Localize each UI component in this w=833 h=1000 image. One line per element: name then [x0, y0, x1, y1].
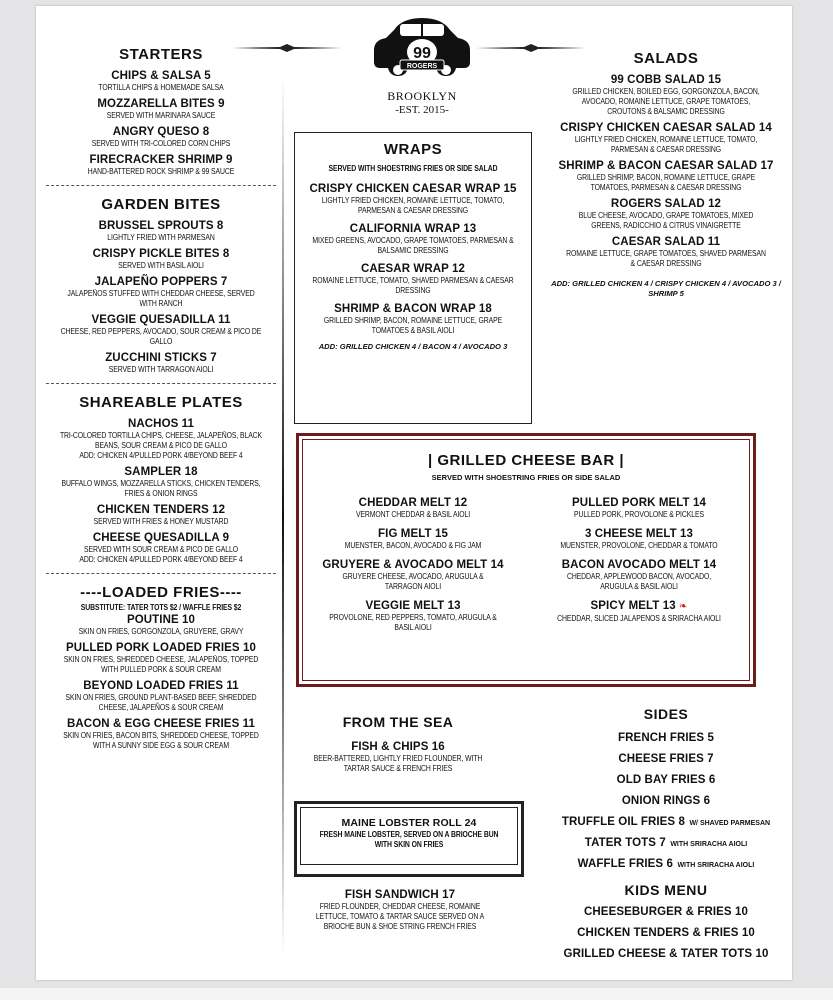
loaded-substitute: SUBSTITUTE: TATER TOTS $2 / WAFFLE FRIES $2 [80, 603, 242, 612]
menu-item: BACON AVOCADO MELT 14 CHEDDAR, APPLEWOOD BACON, AVOCADO, ARUGULA & BASIL AIOLI [561, 559, 717, 591]
loaded-title: ----LOADED FRIES---- [80, 584, 242, 601]
menu-item: ANGRY QUESO 8 SERVED WITH TRI-COLORED CORN CHIPS [91, 126, 231, 148]
loaded-list [46, 613, 276, 751]
fish-sandwich [290, 888, 510, 938]
wraps-sub: SERVED WITH SHOESTRING FRIES OR SIDE SALAD [328, 164, 498, 173]
menu-item: CHEESE QUESADILLA 9 SERVED WITH SOUR CREAM & PICO DE GALLO ADD: CHICKEN 4/PULLED PORK 4/BEYOND BEEF 4 [79, 532, 243, 564]
menu-item: CAESAR WRAP 12 ROMAINE LETTUCE, TOMATO, SHAVED PARMESAN & CAESAR DRESSING [312, 263, 514, 295]
menu-item: JALAPEÑO POPPERS 7 JALAPEÑOS STUFFED WITH CHEDDAR CHEESE, SERVED WITH RANCH [67, 276, 255, 308]
menu-item: ZUCCHINI STICKS 7 SERVED WITH TARRAGON AIOLI [105, 352, 217, 374]
menu-item: NACHOS 11 TRI-COLORED TORTILLA CHIPS, CHEESE, JALAPEÑOS, BLACK BEANS, SOUR CREAM & PICO DE GALLO ADD: CHICKEN 4/PULLED PORK 4/BEYOND BEEF 4 [59, 418, 263, 460]
grilled-sub: SERVED WITH SHOESTRING FRIES OR SIDE SALAD [431, 473, 621, 482]
divider [46, 185, 276, 186]
kids-item: CHEESEBURGER & FRIES 10 [584, 906, 748, 918]
divider [46, 383, 276, 384]
grilled-left-list [313, 496, 513, 640]
divider [46, 573, 276, 574]
side-item: FRENCH FRIES 5 [618, 732, 714, 744]
menu-item: CHICKEN TENDERS 12 SERVED WITH FRIES & HONEY MUSTARD [93, 504, 229, 526]
side-item: TRUFFLE OIL FRIES 8 W/ SHAVED PARMESAN [561, 816, 771, 828]
grilled-title: | GRILLED CHEESE BAR | [427, 452, 625, 469]
logo-est: -EST. 2015- [395, 104, 449, 116]
lobster-box [294, 801, 524, 877]
side-item: OLD BAY FRIES 6 [616, 774, 716, 786]
garden-title: GARDEN BITES [101, 196, 221, 213]
garden-list [46, 219, 276, 375]
menu-item: CRISPY CHICKEN CAESAR WRAP 15 LIGHTLY FRIED CHICKEN, ROMAINE LETTUCE, TOMATO, PARMESAN & CAESAR DRESSING [309, 183, 517, 215]
from-the-sea [298, 714, 498, 780]
menu-item: BEYOND LOADED FRIES 11 SKIN ON FRIES, GROUND PLANT-BASED BEEF, SHREDDED CHEESE, JALAPEÑOS & SOUR CREAM [65, 680, 257, 712]
grilled-right-list [539, 496, 739, 631]
sides-column [551, 706, 781, 965]
side-item: TATER TOTS 7 WITH SRIRACHA AIOLI [584, 837, 748, 849]
wraps-addon: ADD: GRILLED CHICKEN 4 / BACON 4 / AVOCADO 3 [318, 342, 508, 351]
starters-title: STARTERS [119, 46, 203, 63]
menu-item: SHRIMP & BACON CAESAR SALAD 17 GRILLED SHRIMP, BACON, ROMAINE LETTUCE, GRAPE TOMATOES, PARMESAN & CAESAR DRESSING [558, 160, 774, 192]
menu-item: FISH & CHIPS 16 BEER-BATTERED, LIGHTLY FRIED FLOUNDER, WITH TARTAR SAUCE & FRENCH FRIES [313, 741, 483, 773]
logo-city: BROOKLYN [387, 89, 457, 103]
side-item: ONION RINGS 6 [621, 795, 711, 807]
menu-item: ROGERS SALAD 12 BLUE CHEESE, AVOCADO, GRAPE TOMATOES, MIXED GREENS, RADICCHIO & CITRUS VINAIGRETTE [578, 198, 754, 230]
logo-number: 99 [413, 45, 431, 62]
restaurant-logo [366, 16, 478, 132]
menu-item: FIG MELT 15 MUENSTER, BACON, AVOCADO & FIG JAM [344, 528, 482, 550]
menu-item: CHEDDAR MELT 12 VERMONT CHEDDAR & BASIL AIOLI [355, 497, 471, 519]
shareable-title: SHAREABLE PLATES [79, 394, 243, 411]
menu-item: CHIPS & SALSA 5 TORTILLA CHIPS & HOMEMADE SALSA [98, 70, 224, 92]
menu-sheet [36, 6, 792, 980]
menu-item: FISH SANDWICH 17 FRIED FLOUNDER, CHEDDAR CHEESE, ROMAINE LETTUCE, TOMATO & TARTAR SAUCE SERVED ON A BRIOCHE BUN & SHOE STRING FRENCH FRIES [315, 889, 485, 931]
page-bottom-edge [0, 988, 833, 1000]
left-column [46, 46, 276, 755]
kids-item: CHICKEN TENDERS & FRIES 10 [577, 927, 755, 939]
car-logo-icon [372, 16, 472, 82]
menu-item: 3 CHEESE MELT 13 MUENSTER, PROVOLONE, CHEDDAR & TOMATO [560, 528, 718, 550]
column-divider [282, 76, 284, 956]
menu-item: PULLED PORK LOADED FRIES 10 SKIN ON FRIES, SHREDDED CHEESE, JALAPEÑOS, TOPPED WITH PULLED PORK & SOUR CREAM [63, 642, 259, 674]
salads-title: SALADS [633, 50, 699, 67]
salads-addon: ADD: GRILLED CHICKEN 4 / CRISPY CHICKEN 4 / AVOCADO 3 / SHRIMP 5 [551, 279, 781, 298]
menu-item: SPICY MELT 13 ❧ CHEDDAR, SLICED JALAPENOS & SRIRACHA AIOLI [557, 600, 721, 623]
kids-item: GRILLED CHEESE & TATER TOTS 10 [563, 948, 769, 960]
menu-item: PULLED PORK MELT 14 PULLED PORK, PROVOLONE & PICKLES [572, 497, 706, 519]
menu-item: MAINE LOBSTER ROLL 24 FRESH MAINE LOBSTER, SERVED ON A BRIOCHE BUN WITH SKIN ON FRIES [319, 817, 499, 849]
wraps-title: WRAPS [383, 141, 443, 158]
shareable-list [46, 417, 276, 565]
menu-item: CAESAR SALAD 11 ROMAINE LETTUCE, GRAPE TOMATOES, SHAVED PARMESAN & CAESAR DRESSING [566, 236, 766, 268]
side-item: CHEESE FRIES 7 [618, 753, 714, 765]
menu-item: BACON & EGG CHEESE FRIES 11 SKIN ON FRIES, BACON BITS, SHREDDED CHEESE, TOPPED WITH A SUNNY SIDE EGG & SOUR CREAM [63, 718, 259, 750]
logo-name: ROGERS [406, 63, 438, 70]
starters-list [46, 69, 276, 177]
kids-title: KIDS MENU [624, 882, 708, 898]
menu-item: CRISPY CHICKEN CAESAR SALAD 14 LIGHTLY FRIED CHICKEN, ROMAINE LETTUCE, TOMATO, PARMESAN & CAESAR DRESSING [560, 122, 772, 154]
sea-title: FROM THE SEA [342, 714, 454, 730]
grilled-cheese-box [296, 433, 756, 687]
menu-item: GRUYERE & AVOCADO MELT 14 GRUYERE CHEESE, AVOCADO, ARUGULA & TARRAGON AIOLI [322, 559, 504, 591]
side-item: WAFFLE FRIES 6 WITH SRIRACHA AIOLI [577, 858, 755, 870]
menu-item: VEGGIE QUESADILLA 11 CHEESE, RED PEPPERS, AVOCADO, SOUR CREAM & PICO DE GALLO [60, 314, 262, 346]
menu-item: 99 COBB SALAD 15 GRILLED CHICKEN, BOILED EGG, GORGONZOLA, BACON, AVOCADO, ROMAINE LETTUCE, GRAPE TOMATOES, CROUTONS & BALSAMIC DRESSING [572, 74, 760, 116]
menu-item: CRISPY PICKLE BITES 8 SERVED WITH BASIL AIOLI [92, 248, 230, 270]
menu-item: SHRIMP & BACON WRAP 18 GRILLED SHRIMP, BACON, ROMAINE LETTUCE, GRAPE TOMATOES & BASIL AIOLI [323, 303, 503, 335]
wraps-box [294, 132, 532, 424]
menu-item: BRUSSEL SPROUTS 8 LIGHTLY FRIED WITH PARMESAN [98, 220, 224, 242]
right-column-salads [551, 50, 781, 299]
menu-item: SAMPLER 18 BUFFALO WINGS, MOZZARELLA STICKS, CHICKEN TENDERS, FRIES & ONION RINGS [61, 466, 261, 498]
menu-item: MOZZARELLA BITES 9 SERVED WITH MARINARA SAUCE [97, 98, 225, 120]
menu-item: CALIFORNIA WRAP 13 MIXED GREENS, AVOCADO, GRAPE TOMATOES, PARMESAN & BALSAMIC DRESSING [312, 223, 514, 255]
sides-title: SIDES [643, 706, 689, 722]
menu-item: POUTINE 10 SKIN ON FRIES, GORGONZOLA, GRUYERE, GRAVY [78, 614, 244, 636]
chili-pepper-icon: ❧ [679, 601, 688, 612]
menu-item: FIRECRACKER SHRIMP 9 HAND-BATTERED ROCK SHRIMP & 99 SAUCE [87, 154, 235, 176]
menu-item: VEGGIE MELT 13 PROVOLONE, RED PEPPERS, TOMATO, ARUGULA & BASIL AIOLI [329, 600, 497, 632]
